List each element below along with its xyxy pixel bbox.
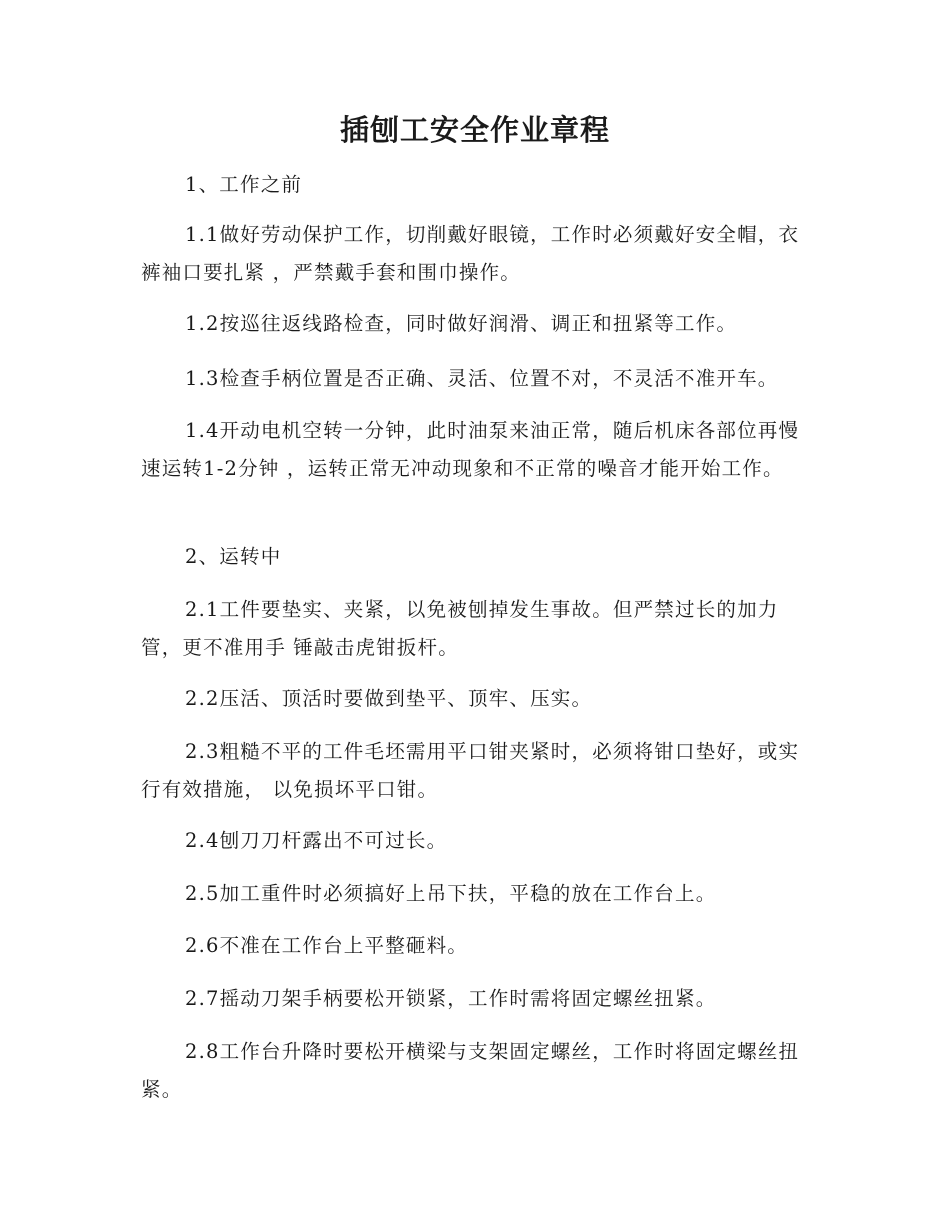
clause-1-3: 1.3检查手柄位置是否正确、灵活、位置不对，不灵活不准开车。 [185,367,779,390]
clause-2-5: 2.5加工重件时必须搞好上吊下扶，平稳的放在工作台上。 [185,882,717,905]
clause-1-1: 1.1做好劳动保护工作，切削戴好眼镜，工作时必须戴好安全帽，衣裤袖口要扎紧 ，严禁戴手套和围巾操作。 [141,223,800,284]
clause-2-3: 2.3粗糙不平的工件毛坯需用平口钳夹紧时，必须将钳口垫好，或实行有效措施， 以免损坏平口钳。 [141,740,800,801]
clause-2-8: 2.8工作台升降时要松开横梁与支架固定螺丝，工作时将固定螺丝扭紧。 [141,1040,800,1101]
clause-2-4: 2.4刨刀刀杆露出不可过长。 [185,829,448,852]
document-title: 插刨工安全作业章程 [339,113,610,147]
section-heading-2: 2、运转中 [185,545,282,568]
clause-1-2: 1.2按巡往返线路检查，同时做好润滑、调正和扭紧等工作。 [185,312,738,335]
clause-1-4: 1.4开动电机空转一分钟，此时油泵来油正常，随后机床各部位再慢速运转1-2分钟 ，运转正常无冲动现象和不正常的噪音才能开始工作。 [141,419,800,480]
clause-2-6: 2.6不准在工作台上平整砸料。 [185,934,469,957]
section-heading-1: 1、工作之前 [185,173,303,196]
clause-2-7: 2.7摇动刀架手柄要松开锁紧，工作时需将固定螺丝扭紧。 [185,987,717,1010]
clause-2-2: 2.2压活、顶活时要做到垫平、顶牢、压实。 [185,687,593,710]
clause-2-1: 2.1工件要垫实、夹紧，以免被刨掉发生事故。但严禁过长的加力管，更不准用手 锤敲击虎钳扳杆。 [141,598,779,659]
